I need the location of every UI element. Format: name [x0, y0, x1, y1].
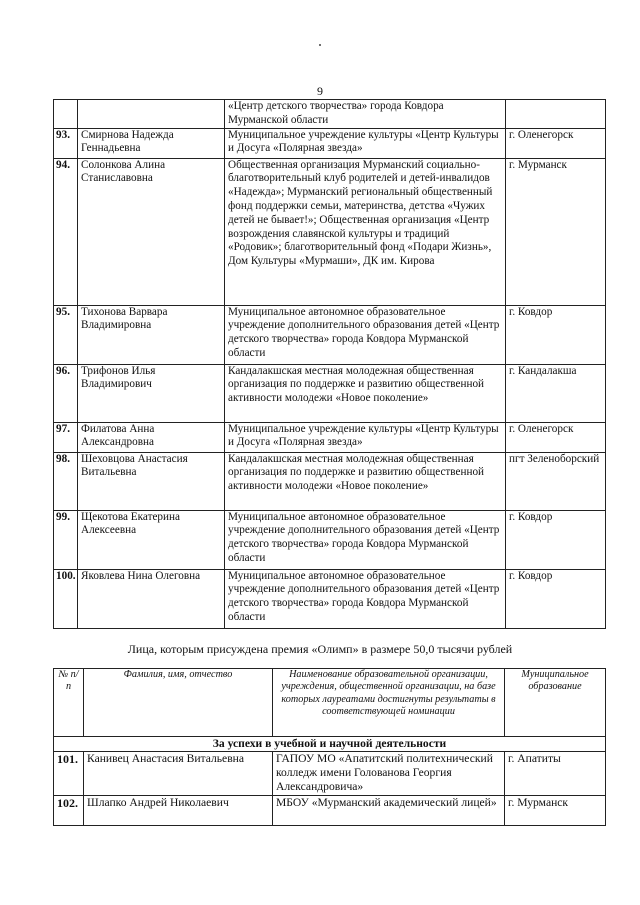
column-header-number: № п/п: [54, 669, 84, 737]
municipality: [506, 100, 606, 129]
table-row: [54, 364, 606, 422]
column-header-organization: Наименование образовательной организации, учреждения, общественной организации, на базе которых лауреатами достигнуты результаты в соответствующей номинации: [273, 669, 505, 737]
organization: Муниципальное учреждение культуры «Центр Культуры и Досуга «Полярная звезда»: [225, 422, 506, 452]
municipality: г. Кандалакша: [506, 364, 606, 422]
organization: Кандалакшская местная молодежная общественная организация по поддержке и развитию общественной активности молодежи «Новое поколение»: [225, 452, 506, 510]
person-name: Шеховцова Анастасия Витальевна: [78, 452, 225, 510]
organization: Муниципальное автономное образовательное учреждение дополнительного образования детей «Центр детского творчества» города Ковдора Мурманской области: [225, 305, 506, 364]
laureates-table-continued: [53, 99, 606, 629]
table-row: [54, 158, 606, 305]
row-number: 94.: [54, 158, 78, 305]
column-header-name: Фамилия, имя, отчество: [84, 669, 273, 737]
table-header-row: [54, 669, 606, 737]
organization: МБОУ «Мурманский академический лицей»: [273, 796, 505, 826]
scan-speck: [319, 44, 321, 46]
organization: Муниципальное автономное образовательное учреждение дополнительного образования детей «Центр детского творчества» города Ковдора Мурманской области: [225, 569, 506, 628]
column-header-municipality: Муниципальное образование: [505, 669, 606, 737]
row-number: 100.: [54, 569, 78, 628]
table-row: [54, 752, 606, 796]
row-number: [54, 100, 78, 129]
person-name: Канивец Анастасия Витальевна: [84, 752, 273, 796]
person-name: Тихонова Варвара Владимировна: [78, 305, 225, 364]
person-name: Щекотова Екатерина Алексеевна: [78, 510, 225, 569]
table-row: [54, 796, 606, 826]
row-number: 97.: [54, 422, 78, 452]
subsection-row: [54, 737, 606, 752]
table-row: [54, 510, 606, 569]
olymp-laureates-table: [53, 668, 606, 826]
organization: Муниципальное автономное образовательное учреждение дополнительного образования детей «Центр детского творчества» города Ковдора Мурманской области: [225, 510, 506, 569]
municipality: г. Ковдор: [506, 305, 606, 364]
organization: ГАПОУ МО «Апатитский политехнический колледж имени Голованова Георгия Александровича»: [273, 752, 505, 796]
table-row: [54, 128, 606, 158]
municipality: г. Ковдор: [506, 569, 606, 628]
municipality: г. Оленегорск: [506, 128, 606, 158]
table-row: [54, 305, 606, 364]
person-name: Смирнова Надежда Геннадьевна: [78, 128, 225, 158]
table-row: [54, 452, 606, 510]
section-heading: Лица, которым присуждена премия «Олимп» в размере 50,0 тысячи рублей: [127, 642, 513, 656]
organization: Муниципальное учреждение культуры «Центр Культуры и Досуга «Полярная звезда»: [225, 128, 506, 158]
person-name: [78, 100, 225, 129]
organization: «Центр детского творчества» города Ковдора Мурманской области: [225, 100, 506, 129]
table-row: [54, 569, 606, 628]
person-name: Солонкова Алина Станиславовна: [78, 158, 225, 305]
municipality: г. Ковдор: [506, 510, 606, 569]
row-number: 101.: [54, 752, 84, 796]
row-number: 102.: [54, 796, 84, 826]
row-number: 99.: [54, 510, 78, 569]
municipality: г. Мурманск: [506, 158, 606, 305]
organization: Кандалакшская местная молодежная общественная организация по поддержке и развитию общественной активности молодежи «Новое поколение»: [225, 364, 506, 422]
table-row: [54, 100, 606, 129]
municipality: г. Оленегорск: [506, 422, 606, 452]
person-name: Яковлева Нина Олеговна: [78, 569, 225, 628]
municipality: г. Апатиты: [505, 752, 606, 796]
row-number: 98.: [54, 452, 78, 510]
row-number: 96.: [54, 364, 78, 422]
person-name: Филатова Анна Александровна: [78, 422, 225, 452]
row-number: 93.: [54, 128, 78, 158]
subsection-title: За успехи в учебной и научной деятельности: [54, 737, 606, 752]
person-name: Шлапко Андрей Николаевич: [84, 796, 273, 826]
municipality: пгт Зеленоборский: [506, 452, 606, 510]
page-number: 9: [317, 84, 323, 98]
table-row: [54, 422, 606, 452]
row-number: 95.: [54, 305, 78, 364]
person-name: Трифонов Илья Владимирович: [78, 364, 225, 422]
organization: Общественная организация Мурманский социально-благотворительный клуб родителей и детей-инвалидов «Надежда»; Мурманский региональный общественный фонд поддержки семьи, материнства, детства «Чужих детей не бывает!»; Общественная организация «Центр возрождения славянской культуры и традиций «Родовик»; благотворительный фонд «Подари Жизнь», Дом Культуры «Мурмаши», ДК им. Кирова: [225, 158, 506, 305]
municipality: г. Мурманск: [505, 796, 606, 826]
